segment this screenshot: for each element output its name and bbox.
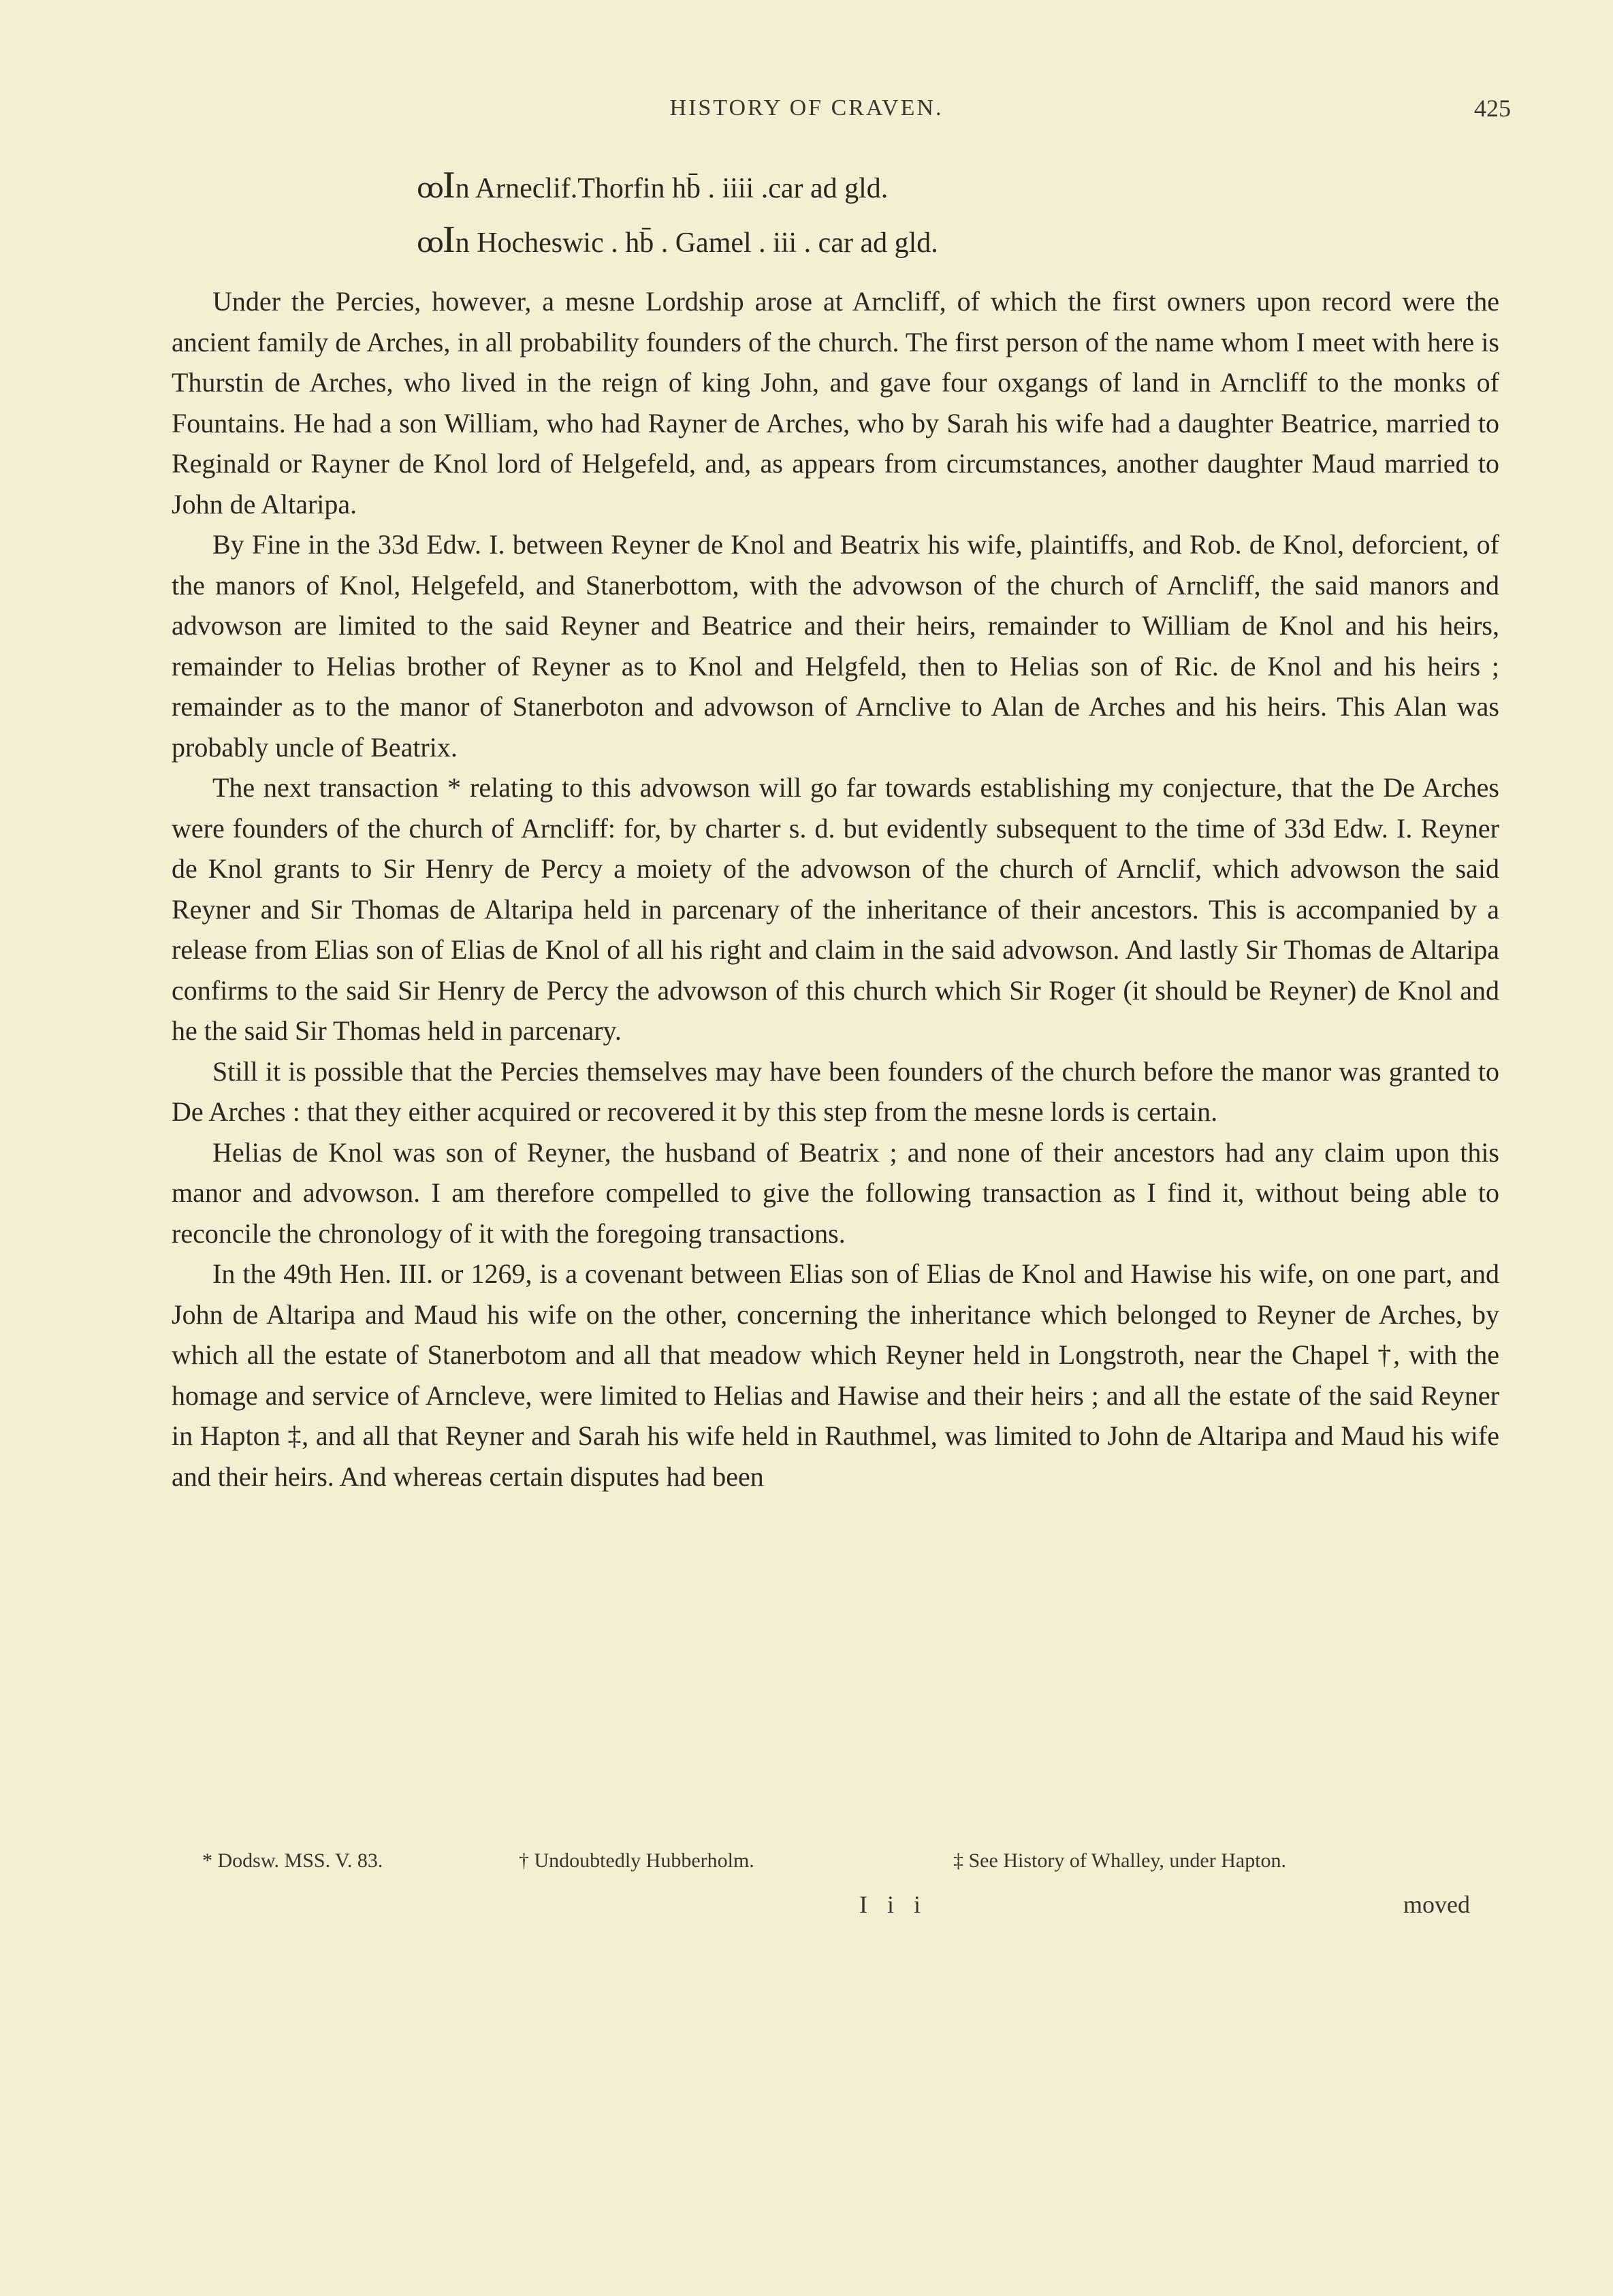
paragraph: Still it is possible that the Percies themselves may have been founders of the church before the manor was granted to De Arches : that they either acquired or recovered it by this step from the mesne lords is certain. [172,1055,1499,1127]
paragraph: Under the Percies, however, a mesne Lordship arose at Arncliff, of which the first owners upon record were the ancient family de Arches, in all probability founders of the church. The first person of the name whom I meet with here is Thurstin de Arches, who lived in the reign of king John, and gave four oxgangs of land in Arncliff to the monks of Fountains. He had a son William, who had Rayner de Arches, who by Sarah his wife had a daughter Beatrice, married to Reginald or Rayner de Knol lord of Helgefeld, and, as appears from circumstances, another daughter Maud married to John de Altaripa. [172,286,1499,520]
running-title: HISTORY OF CRAVEN. [669,95,944,121]
domesday-initial: I [442,219,456,261]
footnote: ‡ See History of Whalley, under Hapton. [953,1849,1287,1872]
footnote: * Dodsw. MSS. V. 83. [202,1849,383,1872]
domesday-initial: I [442,164,456,206]
domesday-entry [417,163,888,207]
domesday-text: n Arneclif.Thorfin hb̄ . iiii .car ad gld. [455,173,889,204]
footnotes [172,1849,1499,1877]
footnote: † Undoubtedly Hubberholm. [519,1849,754,1872]
body-text [172,281,1499,1497]
domesday-entry [417,218,938,261]
catchword: moved [1403,1891,1470,1918]
signature-mark: I i i [859,1891,927,1918]
page-number: 425 [1474,95,1511,122]
domesday-mark: ꝏ [417,227,443,258]
paragraph: By Fine in the 33d Edw. I. between Reyner de Knol and Beatrix his wife, plaintiffs, and Rob. de Knol, deforcient, of the manors of Knol, Helgefeld, and Stanerbottom, with the advowson of the church of Arncliff, the said manors and advowson are limited to the said Reyner and Beatrice and their heirs, remainder to William de Knol and his heirs, remainder to Helias brother of Reyner as to Knol and Helgfeld, then to Helias son of Ric. de Knol and his heirs ; remainder as to the manor of Stanerboton and advowson of Arnclive to Alan de Arches and his heirs. This Alan was probably uncle of Beatrix. [172,529,1499,763]
domesday-text: n Hocheswic . hb̄ . Gamel . iii . car ad gld. [455,227,938,259]
paragraph: In the 49th Hen. III. or 1269, is a covenant between Elias son of Elias de Knol and Hawise his wife, on one part, and John de Altaripa and Maud his wife on the other, concerning the inheritance which belonged to Reyner de Arches, by which all the estate of Stanerbotom and all that meadow which Reyner held in Longstroth, near the Chapel †, with the homage and service of Arncleve, were limited to Helias and Hawise and their heirs ; and all the estate of the said Reyner in Hapton ‡, and all that Reyner and Sarah his wife held in Rauthmel, was limited to John de Altaripa and Maud his wife and their heirs. And whereas certain disputes had been [172,1258,1499,1492]
domesday-mark: ꝏ [417,173,443,204]
paragraph: The next transaction * relating to this advowson will go far towards establishing my conjecture, that the De Arches were founders of the church of Arncliff: for, by charter s. d. but evidently subsequent to the time of 33d Edw. I. Reyner de Knol grants to Sir Henry de Percy a moiety of the advowson of the church of Arnclif, which advowson the said Reyner and Sir Thomas de Altaripa held in parcenary of the inheritance of their ancestors. This is accompanied by a release from Elias son of Elias de Knol of all his right and claim in the said advowson. And lastly Sir Thomas de Altaripa confirms to the said Sir Henry de Percy the advowson of this church which Sir Roger (it should be Reyner) de Knol and he the said Sir Thomas held in parcenary. [172,772,1499,1046]
paragraph: Helias de Knol was son of Reyner, the husband of Beatrix ; and none of their ancestors had any claim upon this manor and advowson. I am therefore compelled to give the following transaction as I find it, without being able to reconcile the chronology of it with the foregoing transactions. [172,1136,1499,1249]
